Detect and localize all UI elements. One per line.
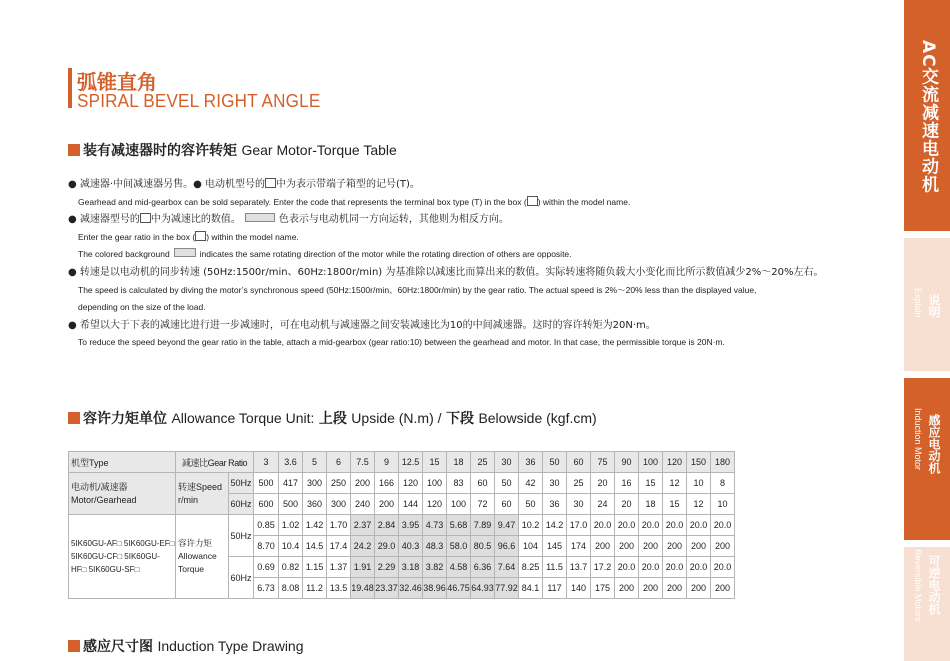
t50_kgf-cell: 104 [519,536,543,557]
t60_nm-cell: 17.2 [591,557,615,578]
ratio-cell: 18 [447,452,471,473]
ratio-cell: 120 [663,452,687,473]
t50_nm-cell: 10.2 [519,515,543,536]
t50_nm-cell: 20.0 [663,515,687,536]
t50_kgf-cell: 58.0 [447,536,471,557]
speed60-cell: 30 [567,494,591,515]
ratio-cell: 90 [615,452,639,473]
speed60-cell: 10 [711,494,735,515]
speed60-cell: 12 [687,494,711,515]
t60_kgf-cell: 19.48 [351,578,375,599]
box-icon [265,178,276,188]
t50_nm-cell: 7.89 [471,515,495,536]
gray-swatch-icon [174,248,196,257]
t50_nm-cell: 20.0 [615,515,639,536]
speed50-cell: 500 [254,473,279,494]
speed50-cell: 42 [519,473,543,494]
speed50-cell: 300 [303,473,327,494]
header-speed: 转速Speed r/min [176,473,229,515]
speed50-cell: 12 [663,473,687,494]
t50_kgf-cell: 200 [591,536,615,557]
t50_kgf-cell: 48.3 [423,536,447,557]
t50_kgf-cell: 14.5 [303,536,327,557]
t50_nm-cell: 20.0 [687,515,711,536]
t60_kgf-cell: 140 [567,578,591,599]
t50_nm-cell: 1.02 [279,515,303,536]
speed50-cell: 15 [639,473,663,494]
tab-reversible-motors[interactable]: 可逆电动机 Reversible Motors [904,547,950,661]
t60_kgf-cell: 32.46 [399,578,423,599]
t60_kgf-cell: 11.2 [303,578,327,599]
t50_nm-cell: 20.0 [639,515,663,536]
ratio-cell: 3 [254,452,279,473]
speed60-cell: 50 [519,494,543,515]
box-icon [140,213,151,223]
speed60-cell: 240 [351,494,375,515]
t50_kgf-cell: 174 [567,536,591,557]
ratio-cell: 100 [639,452,663,473]
speed50-cell: 120 [399,473,423,494]
t50_kgf-cell: 200 [639,536,663,557]
ratio-cell: 150 [687,452,711,473]
speed60-cell: 600 [254,494,279,515]
tab-ac-motor[interactable]: AC交流减速电动机 [904,0,950,231]
t60_kgf-cell: 23.37 [375,578,399,599]
t50_nm-cell: 14.2 [543,515,567,536]
t50_kgf-cell: 200 [663,536,687,557]
t60_kgf-cell: 175 [591,578,615,599]
ratio-cell: 180 [711,452,735,473]
title-accent-bar [68,68,72,108]
page-title-en: SPIRAL BEVEL RIGHT ANGLE [77,91,321,111]
section-induction-drawing: 感应尺寸图 Induction Type Drawing [68,636,304,656]
t60_nm-cell: 4.58 [447,557,471,578]
t50_nm-cell: 1.70 [327,515,351,536]
motor-models: 5IK60GU-AF□ 5IK60GU-EF□ 5IK60GU-CF□ 5IK60GU-HF□ 5IK60GU-SF□ [69,515,176,599]
speed50-cell: 250 [327,473,351,494]
ratio-cell: 50 [543,452,567,473]
t60_kgf-cell: 64.93 [471,578,495,599]
section-allowance-torque: 容许力矩单位 Allowance Torque Unit: 上段 Upside (N.m) / 下段 Belowside (kgf.cm) [68,408,597,428]
speed50-cell: 30 [543,473,567,494]
t50_kgf-cell: 80.5 [471,536,495,557]
ratio-cell: 5 [303,452,327,473]
section-title-cn: 装有减速器时的容许转矩 [83,143,237,159]
t60_kgf-cell: 117 [543,578,567,599]
page-title-cn: 弧锥直角 [77,70,157,94]
t50_kgf-cell: 24.2 [351,536,375,557]
t60_kgf-cell: 8.08 [279,578,303,599]
t60_nm-cell: 3.82 [423,557,447,578]
t60_kgf-cell: 38.96 [423,578,447,599]
ratio-cell: 60 [567,452,591,473]
t60_nm-cell: 20.0 [639,557,663,578]
section-gear-motor-torque [68,140,397,160]
t60_nm-cell: 20.0 [687,557,711,578]
t50_nm-cell: 2.84 [375,515,399,536]
speed60-cell: 15 [663,494,687,515]
speed50-cell: 60 [471,473,495,494]
side-tabs [904,0,950,661]
t60_nm-cell: 7.64 [495,557,519,578]
speed50-cell: 10 [687,473,711,494]
t60_nm-cell: 11.5 [543,557,567,578]
t50_nm-cell: 20.0 [591,515,615,536]
t50_nm-cell: 5.68 [447,515,471,536]
t60_kgf-cell: 200 [687,578,711,599]
t60_kgf-cell: 200 [639,578,663,599]
speed60-cell: 200 [375,494,399,515]
t50_kgf-cell: 8.70 [254,536,279,557]
t60_nm-cell: 2.29 [375,557,399,578]
section-square-icon [68,144,80,156]
t60_kgf-cell: 46.75 [447,578,471,599]
speed60-cell: 24 [591,494,615,515]
box-icon [195,231,206,241]
ratio-cell: 36 [519,452,543,473]
speed50-cell: 20 [591,473,615,494]
speed50-cell: 16 [615,473,639,494]
ratio-cell: 7.5 [351,452,375,473]
t50_nm-cell: 4.73 [423,515,447,536]
speed60-cell: 100 [447,494,471,515]
section-square-icon [68,640,80,652]
t60_nm-cell: 0.69 [254,557,279,578]
t50_nm-cell: 9.47 [495,515,519,536]
speed50-cell: 417 [279,473,303,494]
speed50-cell: 166 [375,473,399,494]
t50_kgf-cell: 29.0 [375,536,399,557]
t50_kgf-cell: 200 [615,536,639,557]
t50_nm-cell: 2.37 [351,515,375,536]
t50_nm-cell: 0.85 [254,515,279,536]
speed50-cell: 100 [423,473,447,494]
ratio-cell: 30 [495,452,519,473]
tab-explain[interactable]: 说明 Explain [904,238,950,371]
header-ratio: 减速比Gear Ratio [176,452,254,473]
t50_kgf-cell: 200 [687,536,711,557]
speed50-cell: 25 [567,473,591,494]
t50_kgf-cell: 200 [711,536,735,557]
t50_kgf-cell: 40.3 [399,536,423,557]
t60_nm-cell: 1.15 [303,557,327,578]
t50_nm-cell: 3.95 [399,515,423,536]
t50_kgf-cell: 96.6 [495,536,519,557]
t60_nm-cell: 20.0 [711,557,735,578]
ratio-cell: 3.6 [279,452,303,473]
speed60-cell: 144 [399,494,423,515]
speed60-cell: 120 [423,494,447,515]
t50_nm-cell: 20.0 [711,515,735,536]
t50_kgf-cell: 17.4 [327,536,351,557]
t60_kgf-cell: 77.92 [495,578,519,599]
t50_nm-cell: 1.42 [303,515,327,536]
section-title-en: Gear Motor-Torque Table [241,142,397,158]
t60_nm-cell: 20.0 [663,557,687,578]
t60_nm-cell: 1.91 [351,557,375,578]
t60_nm-cell: 13.7 [567,557,591,578]
speed50-cell: 200 [351,473,375,494]
t60_nm-cell: 20.0 [615,557,639,578]
ratio-cell: 75 [591,452,615,473]
t60_nm-cell: 3.18 [399,557,423,578]
header-motor: 电动机/减速器 Motor/Gearhead [69,473,176,515]
speed60-cell: 60 [495,494,519,515]
t60_kgf-cell: 84.1 [519,578,543,599]
speed60-cell: 18 [639,494,663,515]
torque-label: 容许力矩 Allowance Torque [176,515,229,599]
t60_kgf-cell: 200 [711,578,735,599]
speed60-cell: 20 [615,494,639,515]
ratio-cell: 9 [375,452,399,473]
t60_kgf-cell: 13.5 [327,578,351,599]
t60_nm-cell: 0.82 [279,557,303,578]
speed60-cell: 300 [327,494,351,515]
t50_kgf-cell: 145 [543,536,567,557]
t60_kgf-cell: 6.73 [254,578,279,599]
t60_nm-cell: 1.37 [327,557,351,578]
ratio-cell: 25 [471,452,495,473]
t50_kgf-cell: 10.4 [279,536,303,557]
tab-induction-motor[interactable]: 感应电动机 Induction Motor [904,378,950,540]
speed60-cell: 500 [279,494,303,515]
box-icon [527,196,538,206]
t60_kgf-cell: 200 [615,578,639,599]
t60_kgf-cell: 200 [663,578,687,599]
speed60-cell: 360 [303,494,327,515]
t50_nm-cell: 17.0 [567,515,591,536]
ratio-cell: 6 [327,452,351,473]
t60_nm-cell: 6.36 [471,557,495,578]
section-square-icon [68,412,80,424]
speed50-cell: 83 [447,473,471,494]
ratio-cell: 15 [423,452,447,473]
ratio-cell: 12.5 [399,452,423,473]
speed60-cell: 36 [543,494,567,515]
gray-swatch-icon [245,213,275,222]
header-model: 机型Type [69,452,176,473]
t60_nm-cell: 8.25 [519,557,543,578]
speed50-cell: 8 [711,473,735,494]
notes-block: ● 减速器·中间减速器另售。● 电动机型号的 中为表示带端子箱型的记号(T)。 Gearhead and mid-gearbox can be sold separately. Enter the code that represents the terminal box type (T) in the box ( ) within the model name. ● 减速器型号的 中为减速比的数值。 色表示与电动机同一方向运转，其他则为相反方向。 Enter the gear ratio in the box ( ) within the model name. The colored background indicates the same rotating direction of the motor while the rotating direction of others are opposite. ● 转速是以电动机的同步转速 (50Hz:1500r/min、60Hz:1800r/min) 为基准除以减速比而算出来的数值。实际转速将随负载大小变化而比所示数值减少2%～20%左右。 The speed is calculated by diving the motor’s synchronous speed (50Hz:1500r/min、60Hz:1800r/min) by the gear ratio. The actual speed is 2%～20% less than the displayed value, depending on the size of the load. ● 希望以大于下表的减速比进行进一步减速时，可在电动机与减速器之间安装减速比为10的中间减速器。这时的容许转矩为20N·m。 To reduce the speed beyond the gear ratio in the table, attach a mid-gearbox (gear ratio:10) between the gearhead and motor. In that case, the permissible torque is 20N·m. [68,179,824,348]
speed50-cell: 50 [495,473,519,494]
torque-table: 机型Type 减速比Gear Ratio 3 3.6 5 6 7.5 9 12.5 15 18 25 30 36 50 60 75 90 100 120 150 180 电动机/减速器 Motor/Gearhead 转速Speed r/min 50Hz 500 417 300 250 200 166 120 100 83 60 50 42 30 25 20 16 15 12 10 8 60Hz 600 500 360 300 240 200 144 120 100 72 60 50 36 30 24 20 18 15 12 10 5IK60GU-AF□ 5IK60GU-EF□ 5IK60GU-CF□ 5IK60GU-HF□ 5IK60GU-SF□ 容许力矩 Allowance Torque 50Hz 0.85 1.02 1.42 1.70 2.37 2.84 3.95 4.73 5.68 7.89 9.47 10.2 14.2 17.0 20.0 20.0 20.0 20.0 20.0 20.0 8.70 10.4 14.5 17.4 24.2 29.0 40.3 48.3 58.0 80.5 96.6 104 145 174 200 200 200 200 200 200 60Hz 0.69 0.82 1.15 1.37 1.91 2.29 3.18 3.82 4.58 6.36 7.64 8.25 11.5 13.7 17.2 20.0 20.0 20.0 20.0 20.0 6.73 8.08 11.2 13.5 19.48 23.37 32.46 38.96 46.75 64.93 77.92 84.1 117 140 175 200 200 200 200 200 [68,451,735,599]
speed60-cell: 72 [471,494,495,515]
